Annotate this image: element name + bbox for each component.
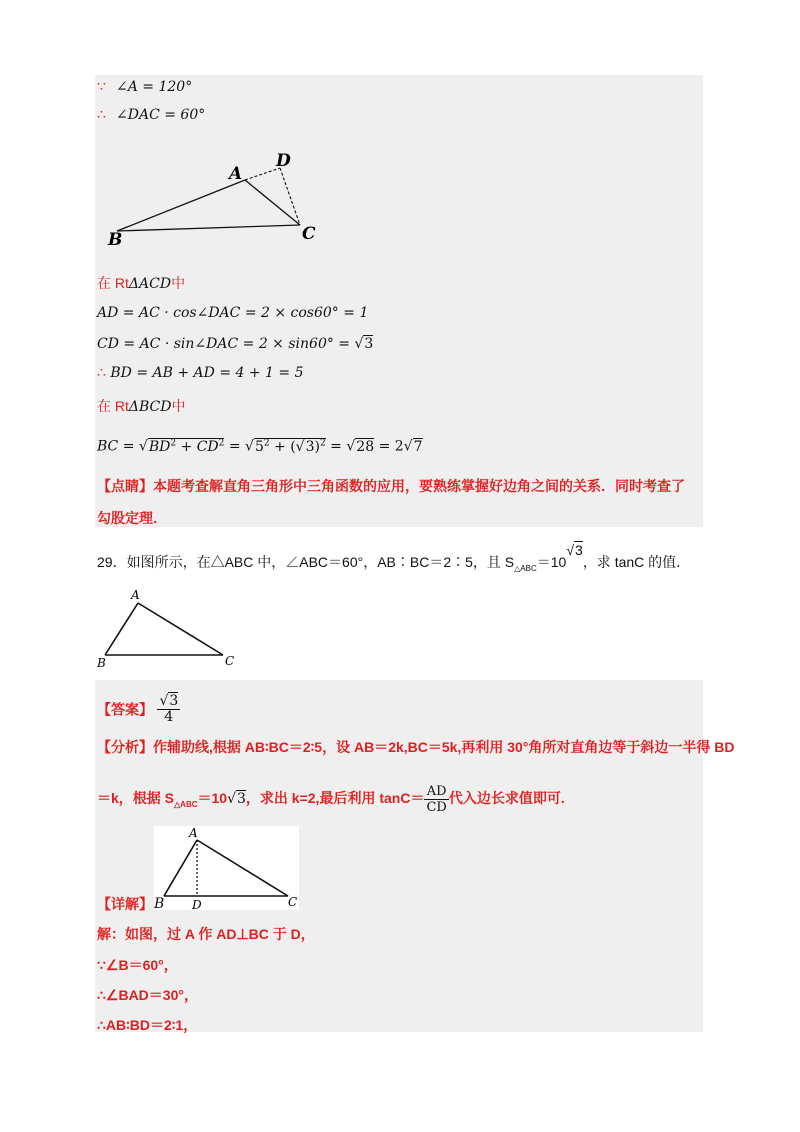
angle-a-line: ∠A = 120°	[116, 79, 193, 95]
detail-line-3: ∴∠BAD＝30°，	[97, 987, 198, 1003]
rt-acd-heading: 在 RtΔACD中	[97, 275, 186, 292]
detail-line-1: 解：如图，过 A 作 AD⊥BC 于 D，	[97, 926, 315, 942]
angle-dac-line: ∠DAC = 60°	[116, 107, 206, 123]
fig3-label-c: C	[288, 895, 298, 909]
fig3-label-d: D	[192, 898, 202, 910]
cd-equation: CD = AC · sin∠DAC = 2 × sin60° = √3	[97, 336, 374, 352]
detail-fig-label-b: B	[154, 896, 165, 912]
fig1-label-b: B	[108, 230, 123, 248]
problem-29-statement: 29．如图所示，在△ABC 中，∠ABC＝60°，AB∶BC＝2∶5，且 $S_{\triangle ABC}=10√3$，求 tanC 的值．	[97, 542, 691, 573]
detail-line-2: ∵∠B＝60°，	[97, 957, 178, 973]
rt-bcd-heading: 在 RtΔBCD中	[97, 398, 186, 415]
solution-block-top	[95, 75, 703, 527]
therefore-symbol: ∴	[97, 107, 106, 123]
analysis-line-2: ＝k，根据 $S_{\triangle ABC}=10√3$，求出 k=2,最后利用 tanC＝ $\frac{AD}{CD}$ 代入边长求值即可.	[97, 783, 565, 815]
fig2-label-a: A	[131, 588, 140, 602]
triangle-figure-abdc-altitude	[154, 826, 299, 910]
fig2-label-c: C	[225, 654, 235, 668]
detail-line-4: ∴AB∶BD＝2∶1，	[97, 1017, 198, 1033]
triangle-figure-abdc	[105, 148, 330, 248]
dianjing-line-2: 勾股定理．	[97, 510, 167, 526]
detail-label: 【详解】	[97, 896, 153, 912]
bc-equation: BC = $√BD^2 + CD^2 = √5^2 + (√3)^2 = √28 = 2√7$	[97, 438, 423, 455]
fig1-label-d: D	[276, 151, 291, 171]
fig1-label-c: C	[302, 224, 316, 244]
answer-fraction: $\frac{√3}{4}$	[159, 693, 179, 725]
fig1-label-a: A	[229, 164, 243, 184]
dianjing-line-1: 【点睛】本题考查解直角三角形中三角函数的应用，要熟练掌握好边角之间的关系．同时考查了	[97, 478, 685, 494]
analysis-line-1: 【分析】作辅助线,根据 AB∶BC＝2∶5，设 AB＝2k,BC＝5k,再利用 30°角所对直角边等于斜边一半得 BD	[97, 739, 735, 755]
because-symbol: ∵	[97, 79, 106, 95]
ad-equation: AD = AC · cos∠DAC = 2 × cos60° = 1	[97, 305, 369, 321]
bd-equation: ∴ BD = AB + AD = 4 + 1 = 5	[97, 365, 304, 381]
fig3-label-a: A	[189, 826, 198, 840]
fig2-label-b: B	[97, 656, 106, 670]
triangle-figure-abc	[95, 585, 245, 670]
answer-line: 【答案】 $\frac{√3}{4}$	[97, 693, 179, 725]
